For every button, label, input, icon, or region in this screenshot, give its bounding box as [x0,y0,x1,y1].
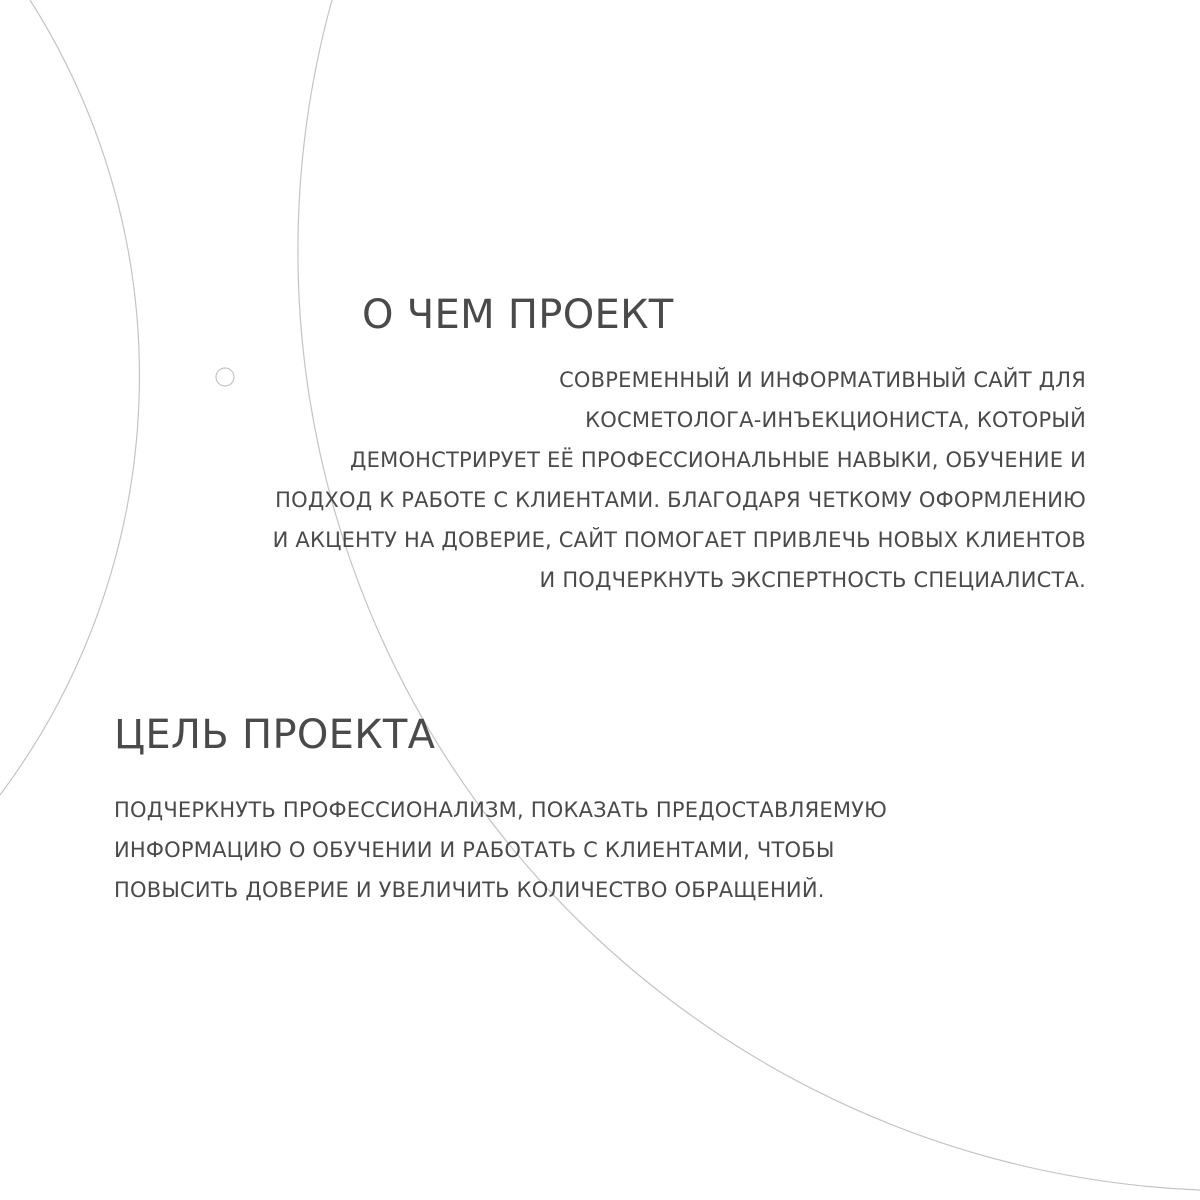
about-line: ДЕМОНСТРИРУЕТ ЕЁ ПРОФЕССИОНАЛЬНЫЕ НАВЫКИ, ОБУЧЕНИЕ И [350,448,1086,472]
about-line: И ПОДЧЕРКНУТЬ ЭКСПЕРТНОСТЬ СПЕЦИАЛИСТА. [539,568,1086,592]
goal-line: ПОВЫСИТЬ ДОВЕРИЕ И УВЕЛИЧИТЬ КОЛИЧЕСТВО ОБРАЩЕНИЙ. [114,878,825,902]
goal-line: ИНФОРМАЦИЮ О ОБУЧЕНИИ И РАБОТАТЬ С КЛИЕНТАМИ, ЧТОБЫ [114,838,835,862]
about-line: КОСМЕТОЛОГА-ИНЪЕКЦИОНИСТА, КОТОРЫЙ [585,408,1086,432]
about-title: О ЧЕМ ПРОЕКТ [362,292,674,338]
goal-line: ПОДЧЕРКНУТЬ ПРОФЕССИОНАЛИЗМ, ПОКАЗАТЬ ПРЕДОСТАВЛЯЕМУЮ [114,798,888,822]
about-line: СОВРЕМЕННЫЙ И ИНФОРМАТИВНЫЙ САЙТ ДЛЯ [559,368,1086,392]
goal-paragraph [114,790,887,910]
about-line: ПОДХОД К РАБОТЕ С КЛИЕНТАМИ. БЛАГОДАРЯ ЧЕТКОМУ ОФОРМЛЕНИЮ [275,488,1086,512]
goal-title: ЦЕЛЬ ПРОЕКТА [114,712,436,758]
left-arc [0,0,139,795]
about-paragraph [273,360,1086,600]
circle-marker-icon [216,368,234,386]
about-line: И АКЦЕНТУ НА ДОВЕРИЕ, САЙТ ПОМОГАЕТ ПРИВЛЕЧЬ НОВЫХ КЛИЕНТОВ [272,528,1086,552]
